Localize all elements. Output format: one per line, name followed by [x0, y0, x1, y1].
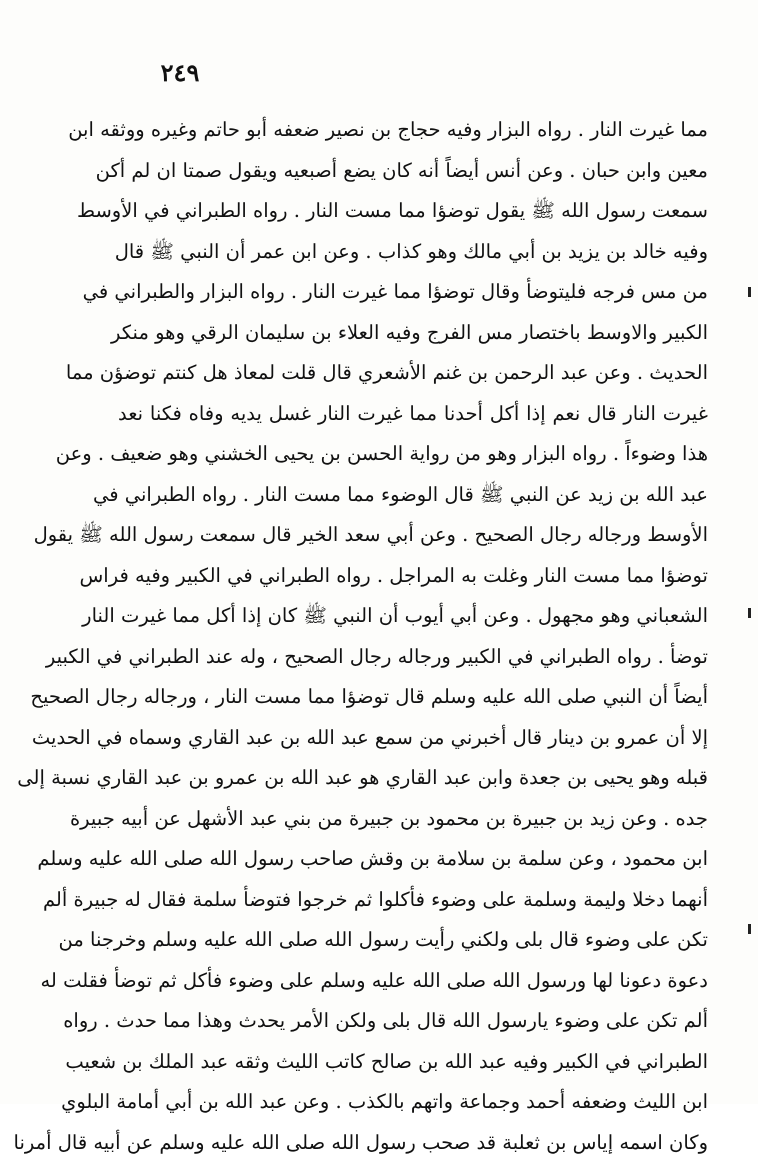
text-line: أيضاً أن النبي صلى الله عليه وسلم قال توضؤا مما مست النار ، ورجاله رجال الصحيح — [118, 677, 708, 718]
body-text — [118, 110, 708, 1163]
page-number: ٢٤٩ — [150, 58, 210, 87]
text-line: أنهما دخلا وليمة وسلمة على وضوء فأكلوا ثم خرجوا فتوضأ سلمة فقال له جبيرة ألم — [118, 880, 708, 921]
text-line: تكن على وضوء قال بلى ولكني رأيت رسول الله صلى الله عليه وسلم وخرجنا من — [118, 920, 708, 961]
text-line: قبله وهو يحيى بن جعدة وابن عبد القاري هو عبد الله بن عمرو بن عبد القاري نسبة إلى — [118, 758, 708, 799]
text-line: وفيه خالد بن يزيد بن أبي مالك وهو كذاب . وعن ابن عمر أن النبي ﷺ قال — [118, 232, 708, 273]
text-line: الحديث . وعن عبد الرحمن بن غنم الأشعري قال قلت لمعاذ هل كنتم توضؤن مما — [118, 353, 708, 394]
text-line: الأوسط ورجاله رجال الصحيح . وعن أبي سعد الخير قال سمعت رسول الله ﷺ يقول — [118, 515, 708, 556]
text-line: دعوة دعونا لها ورسول الله صلى الله عليه وسلم على وضوء فأكل ثم توضأ فقلت له — [118, 961, 708, 1002]
text-line: ابن الليث وضعفه أحمد وجماعة واتهم بالكذب . وعن عبد الله بن أبي أمامة البلوي — [118, 1082, 708, 1123]
text-line: توضأ . رواه الطبراني في الكبير ورجاله رجال الصحيح ، وله عند الطبراني في الكبير — [118, 637, 708, 678]
text-line: عبد الله بن زيد عن النبي ﷺ قال الوضوء مما مست النار . رواه الطبراني في — [118, 475, 708, 516]
text-line: الطبراني في الكبير وفيه عبد الله بن صالح كاتب الليث وثقه عبد الملك بن شعيب — [118, 1042, 708, 1083]
margin-mark — [748, 608, 751, 618]
text-line: جده . وعن زيد بن جبيرة بن محمود بن جبيرة من بني عبد الأشهل عن أبيه جبيرة — [118, 799, 708, 840]
text-line: إلا أن عمرو بن دينار قال أخبرني من سمع عبد الله بن عبد القاري وسماه في الحديث — [118, 718, 708, 759]
text-line: وكان اسمه إياس بن ثعلبة قد صحب رسول الله صلى الله عليه وسلم عن أبيه قال أمرنا — [118, 1123, 708, 1163]
text-line: توضؤا مما مست النار وغلت به المراجل . رواه الطبراني في الكبير وفيه فراس — [118, 556, 708, 597]
text-line: الكبير والاوسط باختصار مس الفرج وفيه العلاء بن سليمان الرقي وهو منكر — [118, 313, 708, 354]
text-line: هذا وضوءاً . رواه البزار وهو من رواية الحسن بن يحيى الخشني وهو ضعيف . وعن — [118, 434, 708, 475]
text-line: معين وابن حبان . وعن أنس أيضاً أنه كان يضع أصبعيه ويقول صمتا ان لم أكن — [118, 151, 708, 192]
text-line: ألم تكن على وضوء يارسول الله قال بلى ولكن الأمر يحدث وهذا مما حدث . رواه — [118, 1001, 708, 1042]
margin-mark — [748, 924, 751, 934]
text-line: الشعباني وهو مجهول . وعن أبي أيوب أن النبي ﷺ كان إذا أكل مما غيرت النار — [118, 596, 708, 637]
text-line: غيرت النار قال نعم إذا أكل أحدنا مما غيرت النار غسل يديه وفاه فكنا نعد — [118, 394, 708, 435]
text-line: من مس فرجه فليتوضأ وقال توضؤا مما غيرت النار . رواه البزار والطبراني في — [118, 272, 708, 313]
text-line: سمعت رسول الله ﷺ يقول توضؤا مما مست النار . رواه الطبراني في الأوسط — [118, 191, 708, 232]
text-line: ابن محمود ، وعن سلمة بن سلامة بن وقش صاحب رسول الله صلى الله عليه وسلم — [118, 839, 708, 880]
text-line: مما غيرت النار . رواه البزار وفيه حجاج بن نصير ضعفه أبو حاتم وغيره ووثقه ابن — [118, 110, 708, 151]
margin-mark — [748, 287, 751, 297]
